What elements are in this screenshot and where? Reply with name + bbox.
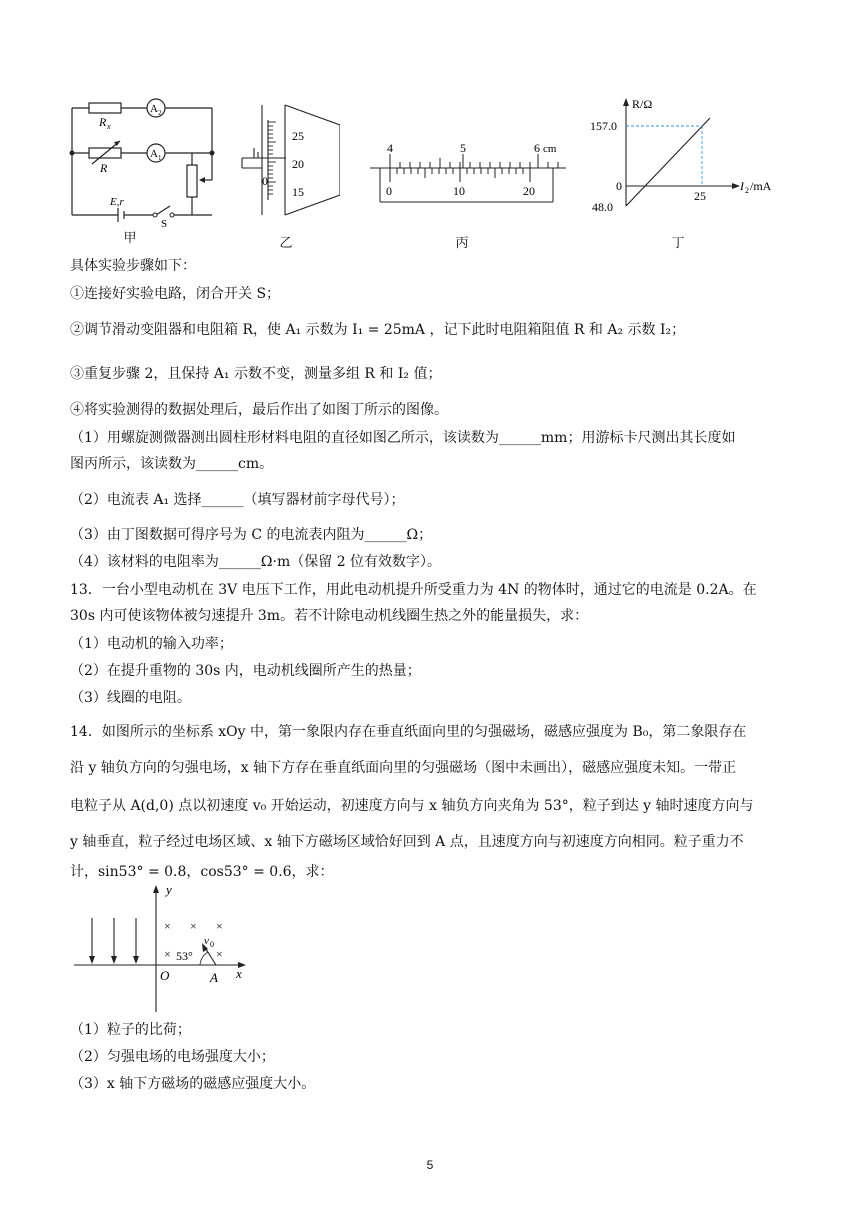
coord-y-label: y (166, 882, 172, 897)
graph-y-tick-0: 0 (616, 179, 622, 193)
text-step-4: ④将实验测得的数据处理后，最后作出了如图丁所示的图像。 (70, 402, 448, 418)
text-steps-intro: 具体实验步骤如下： (70, 258, 196, 274)
vernier-v10: 10 (453, 184, 465, 198)
circuit-diagram (62, 92, 232, 227)
coord-cross-1: × (164, 919, 171, 933)
coordinate-diagram (70, 880, 270, 1015)
label-s: S (161, 218, 168, 227)
page-number: 5 (426, 1158, 434, 1172)
label-a1-sub: 1 (158, 154, 162, 162)
coord-angle: 53° (176, 949, 193, 963)
text-q13-b: 30s 内可使该物体被匀速提升 3m。若不计除电动机线圈生热之外的能量损失，求： (70, 608, 589, 624)
text-step-2: ②调节滑动变阻器和电阻箱 R，使 A₁ 示数为 I₁ = 25mA ，记下此时电阻箱阻值 R 和 A₂ 示数 I₂； (70, 322, 686, 338)
graph-diagram (588, 94, 788, 214)
text-step-1: ①连接好实验电路，闭合开关 S； (70, 286, 281, 302)
caption-jia: 甲 (123, 231, 137, 246)
coord-cross-5: × (216, 947, 223, 961)
vernier-unit: cm (543, 143, 557, 155)
coord-v0-sub: 0 (210, 940, 214, 949)
figure-circuit-jia (62, 92, 232, 227)
caption-yi: 乙 (279, 236, 293, 251)
graph-x-unit: /mA (750, 179, 772, 193)
micrometer-tick-25: 25 (292, 129, 304, 143)
micrometer-tick-20: 20 (292, 157, 304, 171)
graph-x-tick-25: 25 (694, 189, 706, 203)
coord-cross-2: × (190, 919, 197, 933)
label-a1: A (150, 148, 158, 160)
text-q14-2: （2）匀强电场的电场强度大小； (70, 1049, 275, 1065)
graph-y-tick-48: 48.0 (592, 200, 613, 214)
text-q12-1a: （1）用螺旋测微器测出圆柱形材料电阻的直径如图乙所示，该读数为______mm；用游标卡尺测出其长度如 (70, 430, 736, 446)
text-q13-1: （1）电动机的输入功率； (70, 636, 233, 652)
coord-v0-label: v (204, 935, 209, 947)
label-rx-sub: x (107, 122, 111, 131)
figure-micrometer-yi (240, 100, 340, 220)
text-q12-2: （2）电流表 A₁ 选择______（填写器材前字母代号）； (70, 492, 405, 508)
coord-cross-4: × (164, 947, 171, 961)
label-r: R (100, 161, 108, 175)
graph-x-label: I (740, 179, 744, 193)
graph-y-tick-157: 157.0 (590, 119, 617, 133)
text-q13-3: （3）线圈的电阻。 (70, 690, 191, 706)
figure-coordinate (70, 880, 270, 1015)
label-a2: A (150, 103, 158, 115)
vernier-diagram (368, 140, 568, 208)
micrometer-zero: 0 (262, 174, 268, 188)
label-rx: R (99, 115, 107, 129)
text-q12-4: （4）该材料的电阻率为______Ω·m（保留 2 位有效数字）。 (70, 554, 442, 570)
label-er: E,r (110, 196, 124, 208)
text-q14-a: 14．如图所示的坐标系 xOy 中，第一象限内存在垂直纸面向里的匀强磁场，磁感应强度为 B₀，第二象限存在 (70, 724, 747, 740)
graph-x-sub: 2 (745, 186, 749, 195)
text-q13-a: 13．一台小型电动机在 3V 电压下工作，用此电动机提升所受重力为 4N 的物体时，通过它的电流是 0.2A。在 (70, 582, 757, 598)
text-q12-1b: 图丙所示，该读数为______cm。 (70, 456, 274, 472)
text-q14-1: （1）粒子的比荷； (70, 1022, 191, 1038)
text-q12-3: （3）由丁图数据可得序号为 C 的电流表内阻为______Ω； (70, 527, 433, 543)
graph-y-label: R/Ω (632, 97, 653, 111)
vernier-main-6: 6 (534, 141, 540, 155)
text-step-3: ③重复步骤 2，且保持 A₁ 示数不变，测量多组 R 和 I₂ 值； (70, 366, 442, 382)
vernier-v20: 20 (523, 184, 535, 198)
vernier-main-5: 5 (460, 141, 466, 155)
coord-cross-3: × (216, 919, 223, 933)
coord-origin: O (160, 968, 170, 983)
caption-ding: 丁 (671, 236, 685, 251)
text-q13-2: （2）在提升重物的 30s 内，电动机线圈所产生的热量； (70, 663, 421, 679)
vernier-main-4: 4 (387, 141, 393, 155)
coord-x-label: x (236, 966, 242, 981)
micrometer-tick-15: 15 (292, 185, 304, 199)
text-q14-3: （3）x 轴下方磁场的磁感应强度大小。 (70, 1076, 316, 1092)
micrometer-diagram (240, 100, 340, 220)
caption-bing: 丙 (455, 236, 469, 251)
text-q14-d: y 轴垂直，粒子经过电场区域、x 轴下方磁场区域恰好回到 A 点，且速度方向与初速度方向相同。粒子重力不 (70, 834, 744, 850)
text-q14-b: 沿 y 轴负方向的匀强电场，x 轴下方存在垂直纸面向里的匀强磁场（图中未画出），磁感应强度未知。一带正 (70, 760, 737, 776)
figure-graph-ding (588, 94, 788, 214)
vernier-v0: 0 (386, 184, 392, 198)
label-a2-sub: 2 (158, 109, 162, 117)
figure-vernier-bing (368, 140, 568, 208)
coord-a-label: A (210, 970, 218, 985)
text-q14-c: 电粒子从 A(d,0) 点以初速度 v₀ 开始运动，初速度方向与 x 轴负方向夹角为 53°，粒子到达 y 轴时速度方向与 (70, 798, 754, 814)
text-q14-e: 计，sin53° = 0.8，cos53° = 0.6，求： (70, 864, 334, 880)
